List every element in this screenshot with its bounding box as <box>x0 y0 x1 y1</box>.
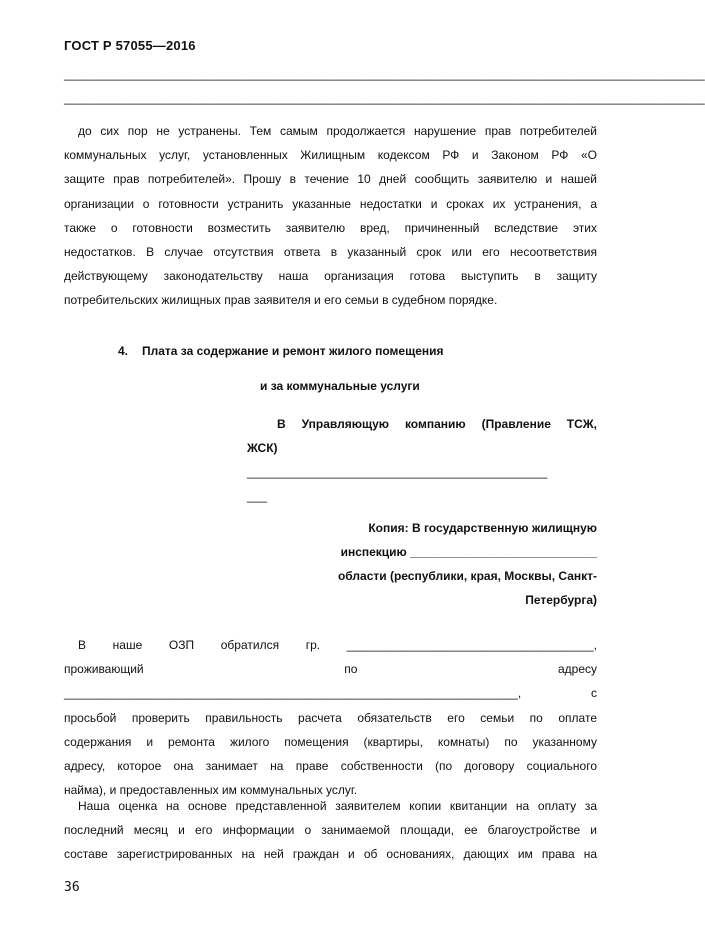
paragraph-continuation <box>64 119 597 313</box>
standard-title: ГОСТ Р 57055—2016 <box>64 38 196 53</box>
addressee-block <box>247 412 597 508</box>
text-line: также о готовности возместить заявителю вред, причиненный вследствие этих <box>64 220 597 235</box>
text-line: найма), и предоставленных им коммунальных услуг. <box>64 783 358 798</box>
text-line: содержания и ремонта жилого помещения (квартиры, комнаты) по указанному <box>64 734 597 749</box>
text-line: коммунальных услуг, установленных Жилищным кодексом РФ и Законом РФ «О <box>64 148 597 163</box>
rule-line: ________________________________________________________________________________________________ <box>64 67 705 81</box>
addressee-line: ЖСК) <box>247 441 278 455</box>
text-line: адресу, которое она занимает на праве собственности (по договору социального <box>64 759 597 774</box>
copy-to-line: области (республики, края, Москвы, Санкт- <box>337 569 597 583</box>
copy-to-line: Петербурга) <box>525 593 597 607</box>
text-line: составе зарегистрированных на ней граждан и об основаниях, дающих им права на <box>64 847 597 862</box>
copy-to-line: Копия: В государственную жилищную <box>368 521 597 535</box>
text-line: проживающий по адресу <box>64 662 597 677</box>
text-line: ____________________________________________________________________, с <box>64 686 597 701</box>
text-line: до сих пор не устранены. Тем самым продолжается нарушение прав потребителей <box>78 124 597 138</box>
text-line: В наше ОЗП обратился гр. _____________________________________, <box>78 638 597 652</box>
assessment-paragraph <box>64 794 597 867</box>
page-number: 36 <box>64 880 80 895</box>
copy-to-line: инспекцию ____________________________ <box>340 545 597 559</box>
request-paragraph <box>64 633 597 802</box>
text-line: недостатков. В случае отсутствия ответа в указанный срок или его несоответствия <box>64 245 597 260</box>
text-line: просьбой проверить правильность расчета обязательств его семьи по оплате <box>64 710 597 725</box>
addressee-blank: _____________________________________________ <box>247 465 548 479</box>
section-title-continued: и за коммунальные услуги <box>260 379 420 393</box>
rule-line: ________________________________________________________________________________________________ <box>64 91 705 105</box>
section-number: 4. <box>118 344 129 358</box>
addressee-line: В Управляющую компанию (Правление ТСЖ, <box>277 417 597 431</box>
section-title: Плата за содержание и ремонт жилого помещения <box>142 344 444 358</box>
text-line: действующему законодательству наша организация готова выступить в защиту <box>64 269 597 284</box>
text-line: потребительских жилищных прав заявителя и его семьи в судебном порядке. <box>64 293 498 308</box>
text-line: последний месяц и его информации о занимаемой площади, ее благоустройстве и <box>64 823 597 838</box>
text-line: Наша оценка на основе представленной заявителем копии квитанции на оплату за <box>78 799 597 813</box>
addressee-blank: ___ <box>247 489 268 503</box>
text-line: защите прав потребителей». Прошу в течение 10 дней сообщить заявителю и нашей <box>64 172 597 187</box>
text-line: организации о готовности устранить указанные недостатки и сроках их устранения, а <box>64 196 597 211</box>
